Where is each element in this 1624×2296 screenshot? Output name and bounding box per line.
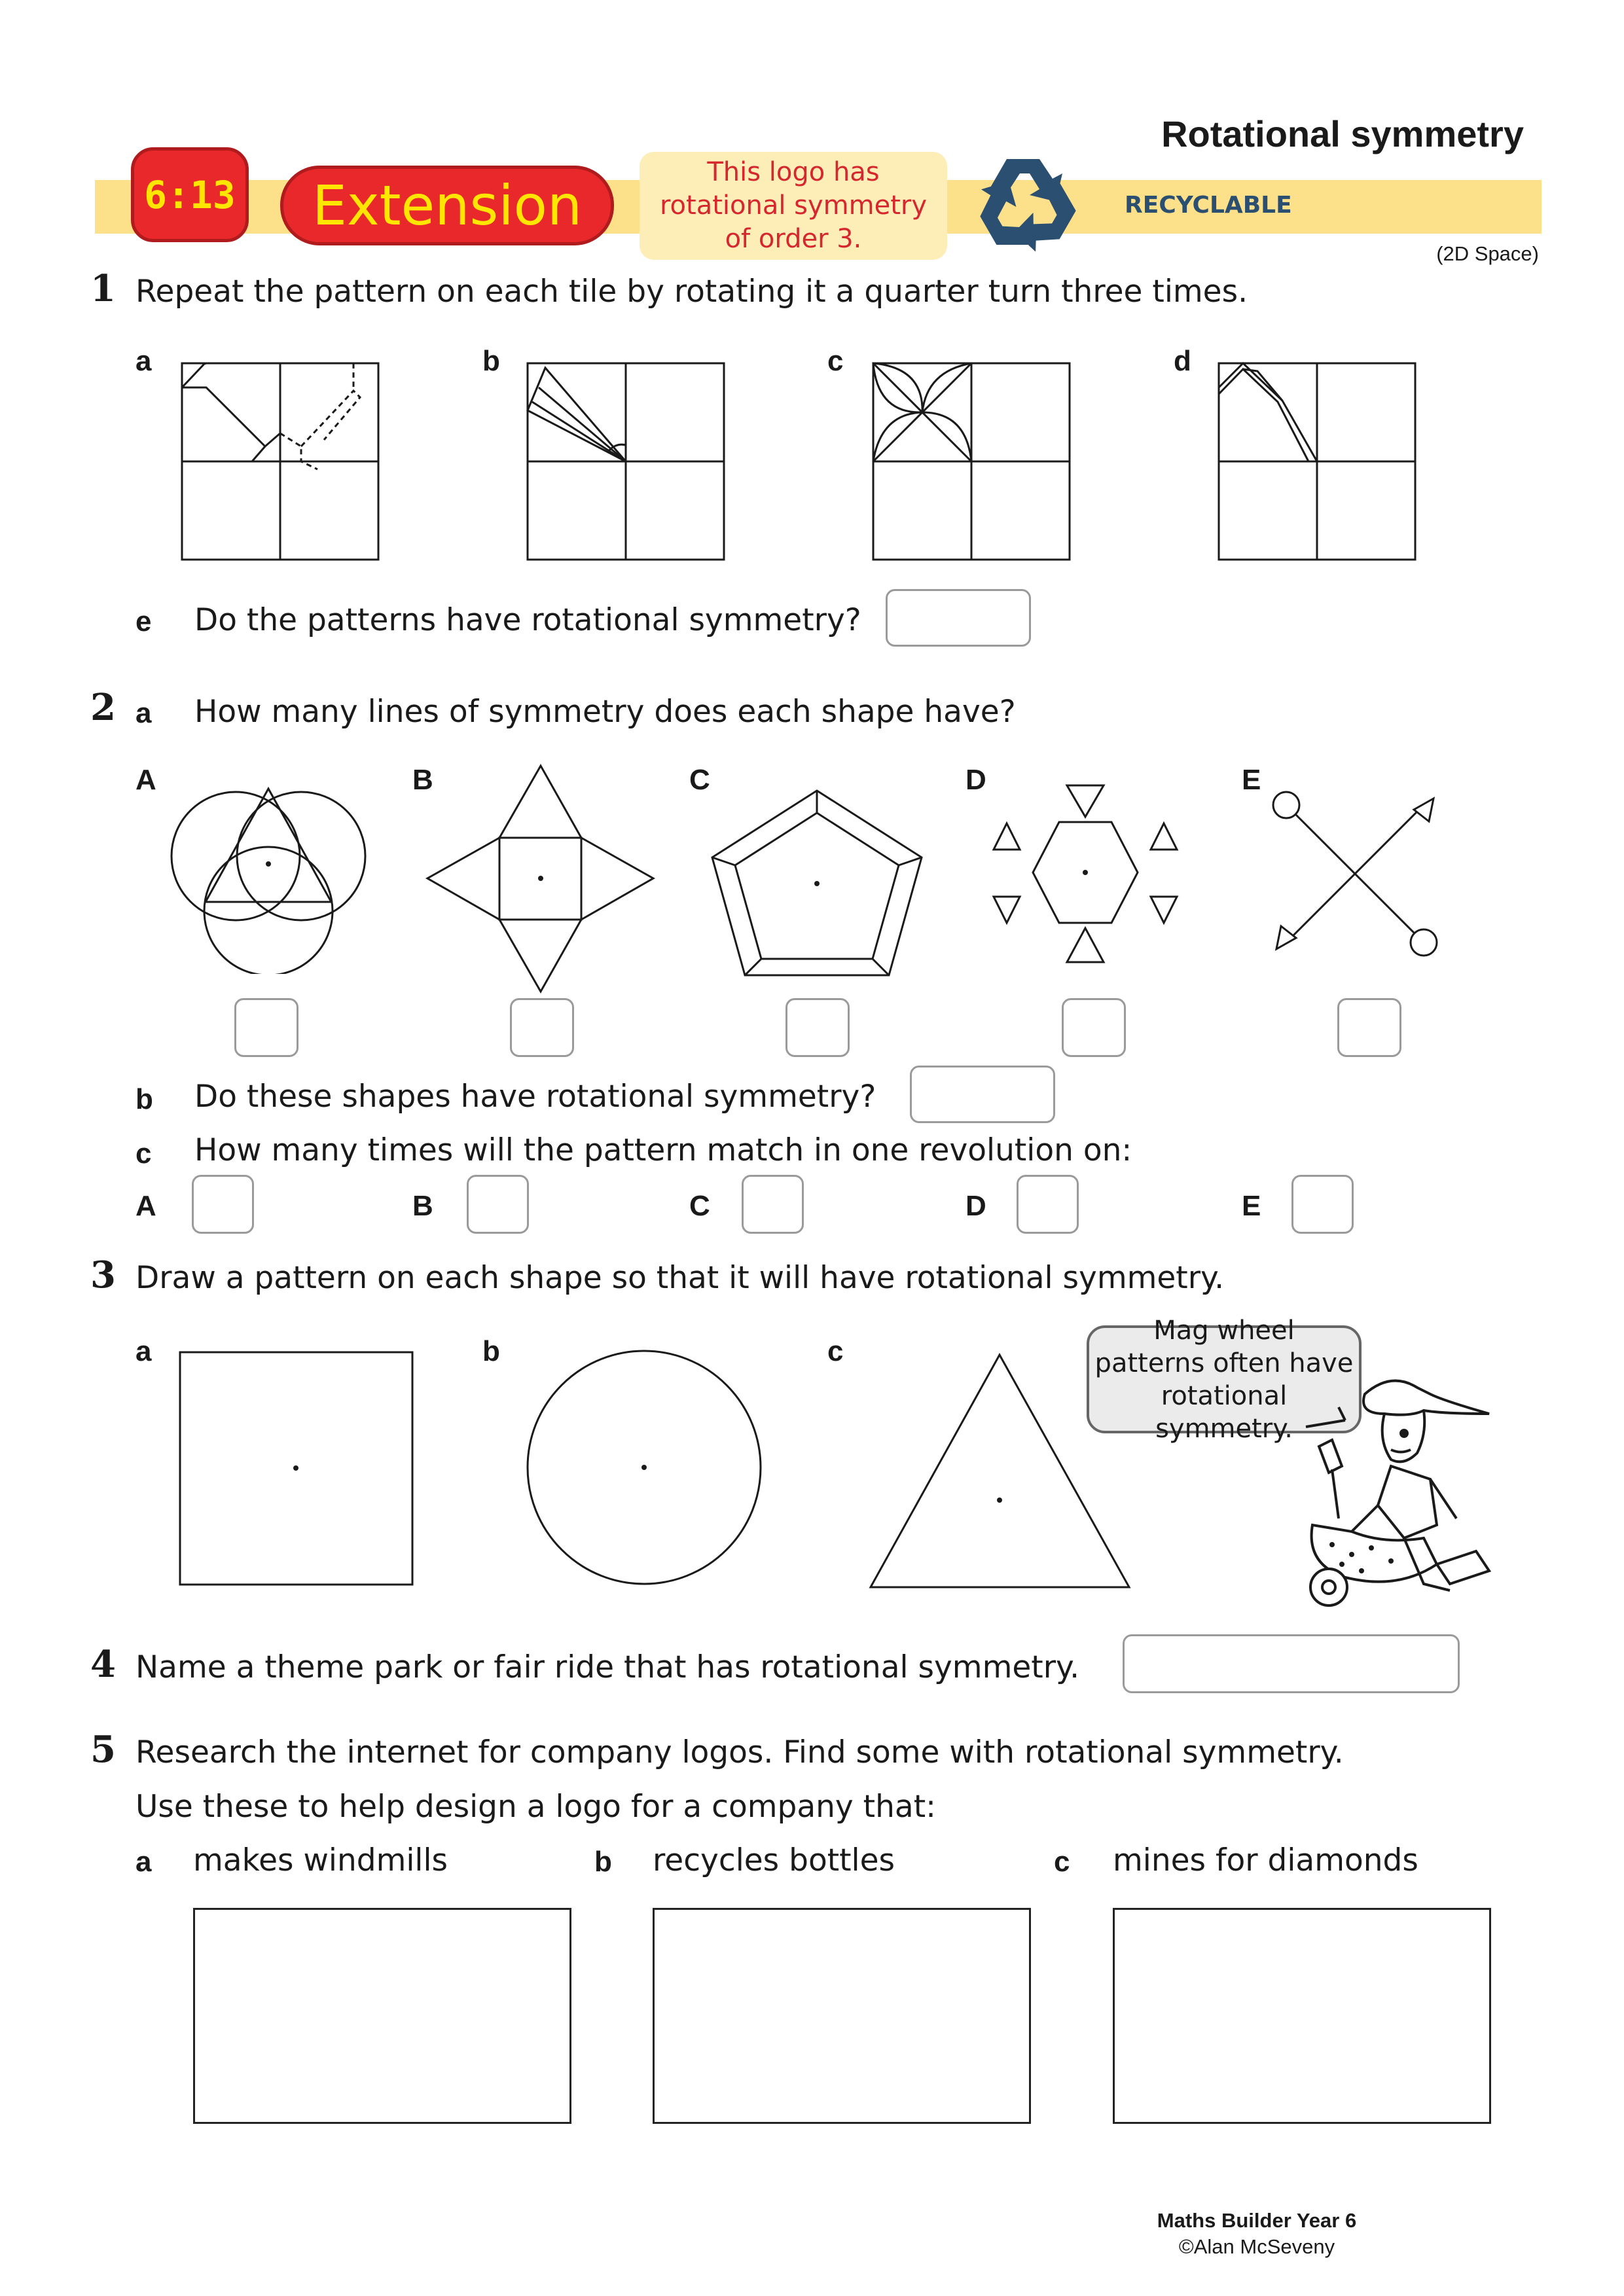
logo-note-line: of order 3. bbox=[725, 224, 862, 254]
part-letter: a bbox=[135, 1846, 152, 1878]
question-text: Use these to help design a logo for a company that: bbox=[135, 1789, 936, 1825]
design-label: makes windmills bbox=[193, 1842, 448, 1878]
answer-box[interactable] bbox=[1291, 1175, 1354, 1234]
draw-circle[interactable] bbox=[525, 1348, 764, 1587]
answer-box[interactable] bbox=[510, 998, 574, 1057]
tile-letter: a bbox=[135, 345, 152, 377]
answer-box[interactable] bbox=[1017, 1175, 1079, 1234]
answer-box[interactable] bbox=[742, 1175, 804, 1234]
pattern-tile-b[interactable] bbox=[526, 361, 729, 564]
pattern-tile-a[interactable] bbox=[180, 361, 383, 564]
part-letter: c bbox=[1054, 1846, 1070, 1878]
shape-letter: D bbox=[965, 1190, 986, 1222]
logo-note-line: This logo has bbox=[707, 157, 880, 187]
answer-box[interactable] bbox=[192, 1175, 254, 1234]
logo-design-box-diamonds[interactable] bbox=[1113, 1908, 1491, 2124]
shape-letter: C bbox=[689, 764, 710, 796]
question-number: 2 bbox=[90, 686, 116, 729]
shape-letter: E bbox=[1242, 1190, 1261, 1222]
recycle-icon bbox=[948, 134, 1105, 268]
shape-c-pentagon bbox=[706, 785, 928, 982]
shape-letter: a bbox=[135, 1335, 152, 1367]
pattern-tile-c[interactable] bbox=[871, 361, 1074, 564]
part-letter: c bbox=[135, 1138, 152, 1170]
tile-letter: d bbox=[1174, 345, 1191, 377]
bubble-line: Mag wheel bbox=[1153, 1315, 1295, 1346]
shape-letter: c bbox=[827, 1335, 844, 1367]
answer-box[interactable] bbox=[1062, 998, 1126, 1057]
answer-box[interactable] bbox=[1337, 998, 1401, 1057]
tile-letter: b bbox=[482, 345, 500, 377]
unit-code-badge: 6:13 bbox=[131, 147, 249, 242]
level-badge: Extension bbox=[280, 166, 614, 245]
part-letter: b bbox=[135, 1083, 153, 1115]
logo-note bbox=[640, 152, 947, 260]
question-number: 5 bbox=[90, 1728, 116, 1771]
shape-letter: A bbox=[135, 764, 156, 796]
page-title: Rotational symmetry bbox=[1161, 113, 1524, 154]
design-label: recycles bottles bbox=[653, 1842, 895, 1878]
pattern-tile-d[interactable] bbox=[1217, 361, 1420, 564]
question-text: Do these shapes have rotational symmetry? bbox=[194, 1079, 876, 1115]
shape-b-square-triangles bbox=[424, 759, 660, 995]
bubble-line: rotational symmetry. bbox=[1155, 1380, 1293, 1444]
shape-d-hexagon-triangles bbox=[987, 778, 1183, 974]
cartoon-gardener-illustration bbox=[1293, 1368, 1509, 1617]
shape-letter: b bbox=[482, 1335, 500, 1367]
design-label: mines for diamonds bbox=[1113, 1842, 1418, 1878]
draw-square[interactable] bbox=[178, 1350, 415, 1587]
logo-design-box-windmills[interactable] bbox=[193, 1908, 571, 2124]
question-text: Research the internet for company logos. Find some with rotational symmetry. bbox=[135, 1734, 1344, 1770]
question-text: Do the patterns have rotational symmetry? bbox=[194, 602, 861, 638]
shape-e-cross bbox=[1260, 782, 1456, 978]
shape-letter: B bbox=[412, 764, 433, 796]
question-text: Repeat the pattern on each tile by rotating it a quarter turn three times. bbox=[135, 274, 1248, 310]
part-letter: a bbox=[135, 697, 152, 729]
bubble-line: patterns often have bbox=[1094, 1348, 1354, 1378]
footer-title: Maths Builder Year 6 bbox=[1157, 2209, 1357, 2232]
recyclable-label: RECYCLABLE bbox=[1125, 192, 1292, 219]
shape-letter: C bbox=[689, 1190, 710, 1222]
answer-box[interactable] bbox=[467, 1175, 529, 1234]
question-text: Name a theme park or fair ride that has rotational symmetry. bbox=[135, 1649, 1080, 1685]
shape-letter: B bbox=[412, 1190, 433, 1222]
answer-box[interactable] bbox=[785, 998, 850, 1057]
tile-letter: c bbox=[827, 345, 844, 377]
shape-a-circles-triangle bbox=[164, 771, 373, 974]
shape-letter: D bbox=[965, 764, 986, 796]
logo-design-box-bottles[interactable] bbox=[653, 1908, 1031, 2124]
question-text: Draw a pattern on each shape so that it will have rotational symmetry. bbox=[135, 1260, 1225, 1296]
question-text: How many times will the pattern match in one revolution on: bbox=[194, 1132, 1132, 1168]
logo-note-line: rotational symmetry bbox=[659, 190, 928, 221]
shape-letter: E bbox=[1242, 764, 1261, 796]
answer-box[interactable] bbox=[910, 1066, 1055, 1123]
answer-box[interactable] bbox=[1123, 1634, 1460, 1693]
answer-box[interactable] bbox=[886, 589, 1031, 647]
footer-copyright: ©Alan McSeveny bbox=[1178, 2235, 1335, 2258]
part-letter: b bbox=[594, 1846, 612, 1878]
answer-box[interactable] bbox=[234, 998, 298, 1057]
question-number: 3 bbox=[90, 1253, 116, 1297]
strand-label: (2D Space) bbox=[1436, 242, 1539, 265]
question-number: 1 bbox=[90, 267, 116, 310]
question-text: How many lines of symmetry does each shape have? bbox=[194, 694, 1016, 730]
question-number: 4 bbox=[90, 1643, 116, 1686]
shape-letter: A bbox=[135, 1190, 156, 1222]
part-letter: e bbox=[135, 605, 152, 637]
